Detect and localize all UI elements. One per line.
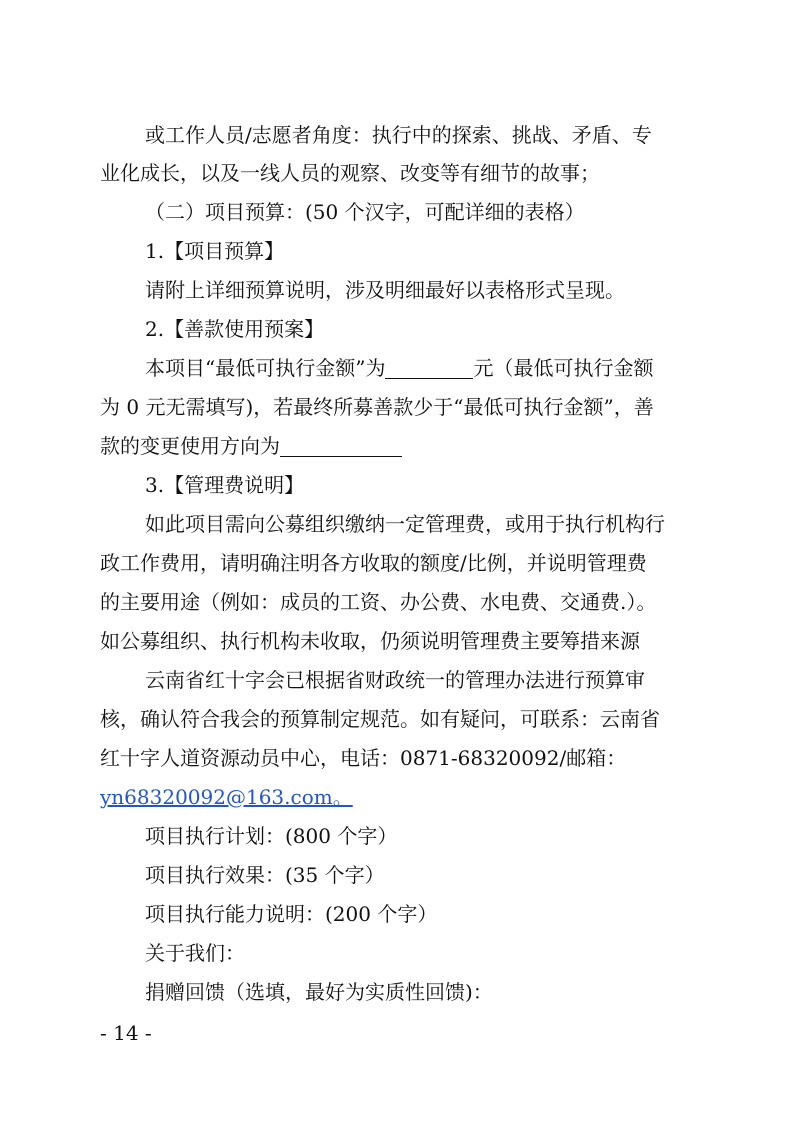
subheading-project-budget: 1.【项目预算】	[145, 239, 285, 263]
text-line: 政工作费用，请明确注明各方收取的额度/比例，并说明管理费	[100, 551, 647, 575]
subheading-donation-plan: 2.【善款使用预案】	[145, 317, 325, 341]
page-number: - 14 -	[100, 1021, 152, 1045]
text-line: 项目执行计划：(800 个字）	[145, 824, 398, 848]
contact-line: 红十字人道资源动员中心，电话：0871-68320092/邮箱：	[100, 746, 627, 770]
subheading-management-fee: 3.【管理费说明】	[145, 473, 305, 497]
text-line: 或工作人员/志愿者角度：执行中的探索、挑战、矛盾、专	[145, 123, 652, 147]
text-line: 为 0 元无需填写)，若最终所募善款少于“最低可执行金额”，善	[100, 395, 654, 419]
text-line: 云南省红十字会已根据省财政统一的管理办法进行预算审	[145, 668, 645, 692]
change-use-line	[100, 432, 793, 460]
text-line: 的主要用途（例如：成员的工资、办公费、水电费、交通费.）。	[100, 590, 657, 614]
change-use-blank[interactable]	[280, 436, 402, 457]
min-amount-suffix: 元（最低可执行金额	[473, 356, 654, 380]
min-amount-prefix: 本项目“最低可执行金额”为	[145, 356, 386, 380]
text-line: 项目执行效果：(35 个字）	[145, 863, 385, 887]
section-heading-budget: （二）项目预算：(50 个汉字，可配详细的表格）	[145, 200, 585, 224]
text-line: 项目执行能力说明：(200 个字）	[145, 902, 438, 926]
min-amount-line	[145, 354, 793, 382]
change-use-prefix: 款的变更使用方向为	[100, 434, 280, 458]
text-line: 关于我们：	[145, 941, 245, 965]
text-line: 捐赠回馈（选填，最好为实质性回馈)：	[145, 980, 493, 1004]
email-link[interactable]: yn68320092@163.com。	[100, 785, 353, 809]
text-line: 业化成长，以及一线人员的观察、改变等有细节的故事；	[100, 161, 600, 185]
text-line: 如此项目需向公募组织缴纳一定管理费，或用于执行机构行	[145, 512, 665, 536]
text-line: 核，确认符合我会的预算制定规范。如有疑问，可联系：云南省	[100, 707, 660, 731]
min-amount-blank[interactable]	[385, 358, 473, 379]
text-line: 请附上详细预算说明，涉及明细最好以表格形式呈现。	[145, 278, 625, 302]
text-line: 如公募组织、执行机构未收取，仍须说明管理费主要筹措来源	[100, 629, 640, 653]
